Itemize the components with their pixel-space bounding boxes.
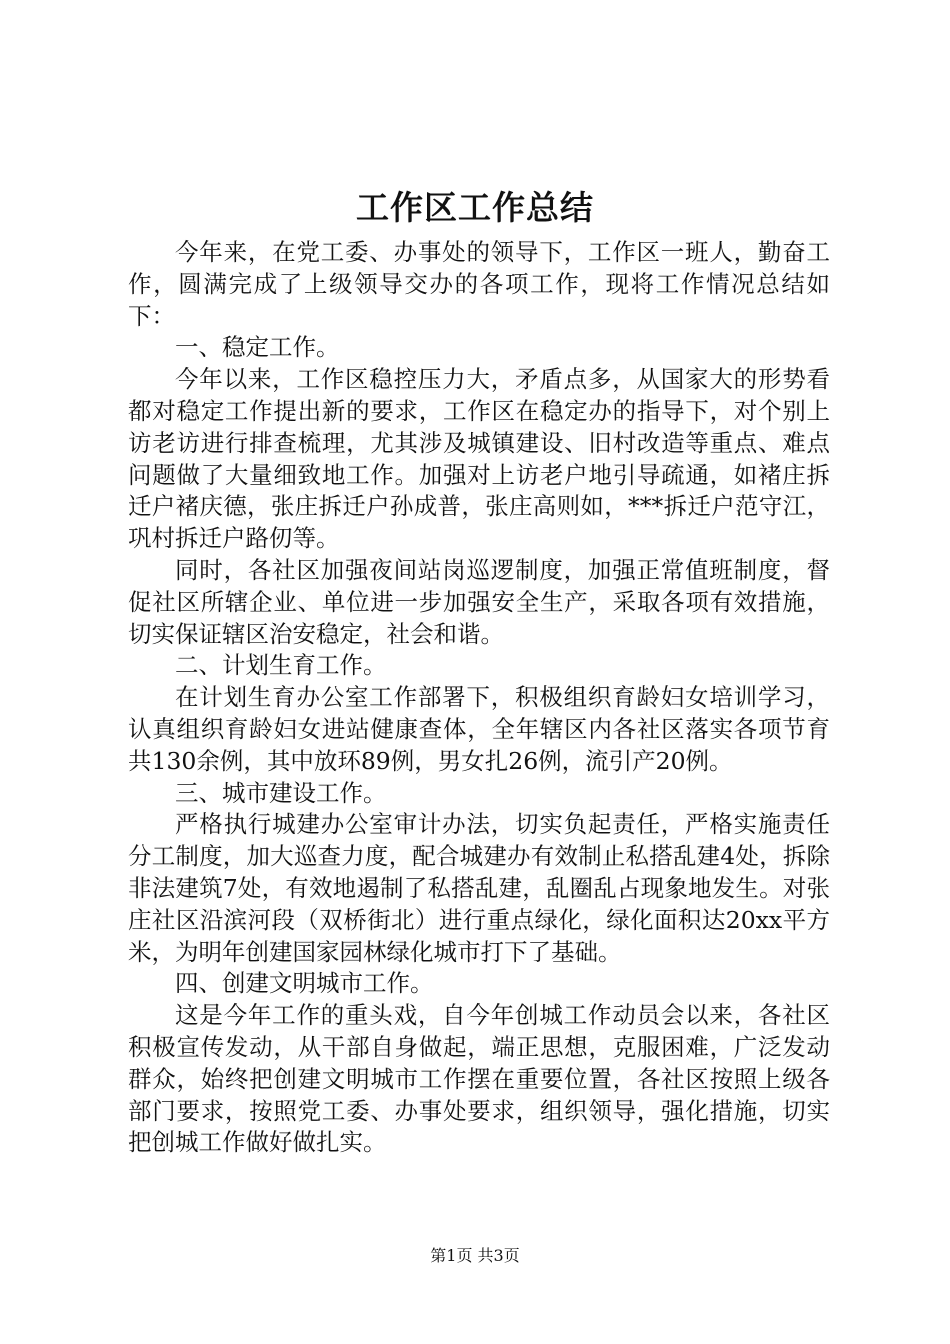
paragraph-urban-construction: 严格执行城建办公室审计办法，切实负起责任，严格实施责任分工制度，加大巡查力度，配合城建办有效制止私搭乱建4处，拆除非法建筑7处，有效地遏制了私搭乱建，乱圈乱占现象地发生。对张庄社区沿滨河段（双桥街北）进行重点绿化，绿化面积达20xx平方米，为明年创建国家园林绿化城市打下了基础。 [128,810,830,966]
section-heading-urban-construction: 三、城市建设工作。 [175,778,387,807]
section-heading-civilized-city: 四、创建文明城市工作。 [175,969,434,998]
paragraph-intro: 今年来，在党工委、办事处的领导下，工作区一班人，勤奋工作，圆满完成了上级领导交办的各项工作，现将工作情况总结如下： [128,238,830,330]
document-title: 工作区工作总结 [356,188,594,227]
section-heading-family-planning: 二、计划生育工作。 [175,651,387,680]
paragraph-family-planning: 在计划生育办公室工作部署下，积极组织育龄妇女培训学习，认真组织育龄妇女进站健康查体，全年辖区内各社区落实各项节育共130余例，其中放环89例，男女扎26例，流引产20例。 [128,683,830,775]
paragraph-civilized-city: 这是今年工作的重头戏，自今年创城工作动员会以来，各社区积极宣传发动，从干部自身做起，端正思想，克服困难，广泛发动群众，始终把创建文明城市工作摆在重要位置，各社区按照上级各部门要求，按照党工委、办事处要求，组织领导，强化措施，切实把创城工作做好做扎实。 [128,1001,830,1157]
document-body [128,237,830,1159]
paragraph-stability: 今年以来，工作区稳控压力大，矛盾点多，从国家大的形势看都对稳定工作提出新的要求，工作区在稳定办的指导下，对个别上访老访进行排查梳理，尤其涉及城镇建设、旧村改造等重点、难点问题做了大量细致地工作。加强对上访老户地引导疏通，如褚庄拆迁户褚庆德，张庄拆迁户孙成普，张庄高则如，***拆迁户范守江，巩村拆迁户路仞等。 [128,365,830,553]
section-heading-stability: 一、稳定工作。 [175,333,340,362]
page-footer: 第1页 共3页 [430,1246,520,1265]
paragraph-community-safety: 同时，各社区加强夜间站岗巡逻制度，加强正常值班制度，督促社区所辖企业、单位进一步加强安全生产，采取各项有效措施，切实保证辖区治安稳定，社会和谐。 [128,555,830,648]
